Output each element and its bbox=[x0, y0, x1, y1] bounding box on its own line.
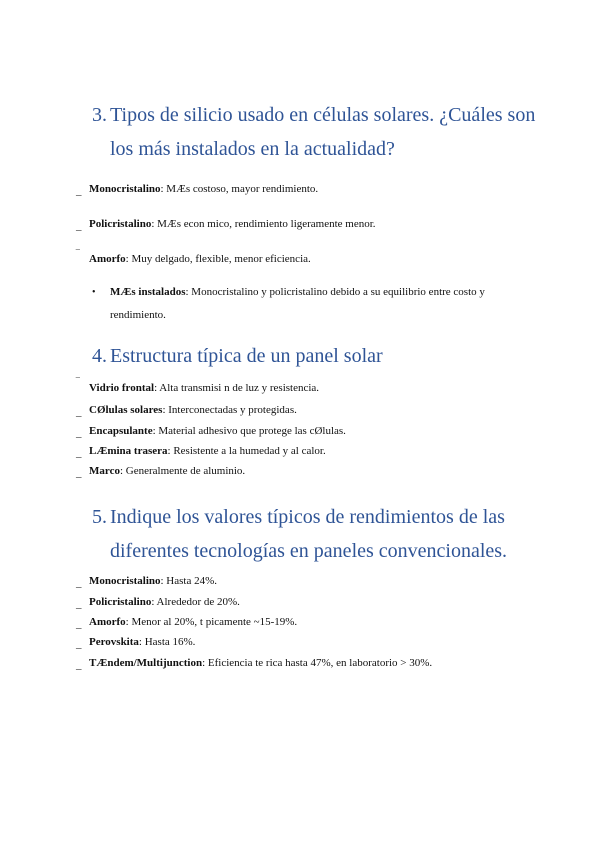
list-marker: ‾ bbox=[76, 249, 80, 261]
bullet-icon: • bbox=[92, 287, 96, 298]
list-marker: _ bbox=[76, 598, 82, 610]
list-item-marco bbox=[89, 464, 245, 478]
item-description: : Hasta 16%. bbox=[138, 636, 196, 648]
item-description: : Muy delgado, flexible, menor eficiencia. bbox=[125, 253, 311, 265]
item-term: LÆmina trasera bbox=[89, 445, 168, 457]
item-description: : MÆs econ mico, rendimiento ligeramente menor. bbox=[151, 218, 376, 230]
item-description: : Resistente a la humedad y al calor. bbox=[167, 445, 326, 457]
list-item-mas-instalados bbox=[110, 281, 530, 327]
item-term: CØlulas solares bbox=[89, 404, 163, 416]
item-term: MÆs instalados bbox=[110, 286, 186, 298]
item-description: : Interconectadas y protegidas. bbox=[162, 404, 297, 416]
item-term: Encapsulante bbox=[89, 425, 153, 437]
list-marker: _ bbox=[76, 406, 82, 418]
list-item-vidrio-frontal bbox=[89, 381, 319, 395]
list-marker: _ bbox=[76, 467, 82, 479]
list-item-tandem bbox=[89, 656, 432, 670]
list-marker: _ bbox=[76, 220, 82, 232]
item-description: : MÆs costoso, mayor rendimiento. bbox=[160, 183, 319, 195]
item-description: : Generalmente de aluminio. bbox=[119, 465, 246, 477]
section-5-title-line2: diferentes tecnologías en paneles convencionales. bbox=[110, 540, 508, 562]
list-item-policristalino bbox=[89, 217, 376, 231]
item-term: Amorfo bbox=[89, 253, 126, 265]
item-description: : Alrededor de 20%. bbox=[151, 596, 240, 608]
section-5-number: 5. bbox=[92, 506, 107, 528]
list-marker: _ bbox=[76, 659, 82, 671]
item-term: Monocristalino bbox=[89, 575, 161, 587]
list-marker: _ bbox=[76, 618, 82, 630]
list-item-monocristalino bbox=[89, 182, 318, 196]
item-description: : Monocristalino y policristalino debido a su equilibrio entre costo y rendimiento. bbox=[110, 286, 485, 321]
item-term: Amorfo bbox=[89, 616, 126, 628]
list-item-policristalino-rendimiento bbox=[89, 595, 240, 609]
list-marker: _ bbox=[76, 577, 82, 589]
item-term: Marco bbox=[89, 465, 120, 477]
section-3-title-line2: los más instalados en la actualidad? bbox=[110, 138, 395, 160]
list-item-encapsulante bbox=[89, 424, 346, 438]
list-item-lamina-trasera bbox=[89, 444, 326, 458]
list-marker: _ bbox=[76, 638, 82, 650]
list-item-amorfo-rendimiento bbox=[89, 615, 297, 629]
item-term: Policristalino bbox=[89, 596, 152, 608]
section-4-heading bbox=[92, 339, 552, 373]
item-description: : Alta transmisi n de luz y resistencia. bbox=[154, 382, 320, 394]
list-item-monocristalino-rendimiento bbox=[89, 574, 217, 588]
section-5-title-line1: Indique los valores típicos de rendimientos de las bbox=[110, 506, 505, 528]
section-4-number: 4. bbox=[92, 345, 107, 367]
item-description: : Menor al 20%, t picamente ~15-19%. bbox=[125, 616, 298, 628]
item-term: TÆndem/Multijunction bbox=[89, 657, 203, 669]
item-term: Perovskita bbox=[89, 636, 139, 648]
list-item-celulas-solares bbox=[89, 403, 297, 417]
section-3-heading bbox=[92, 98, 552, 166]
item-term: Monocristalino bbox=[89, 183, 161, 195]
list-marker: _ bbox=[76, 447, 82, 459]
section-5-heading bbox=[92, 500, 552, 568]
item-term: Vidrio frontal bbox=[89, 382, 155, 394]
section-3-title-line1: Tipos de silicio usado en células solares. ¿Cuáles son bbox=[110, 104, 536, 126]
section-3-number: 3. bbox=[92, 104, 107, 126]
item-term: Policristalino bbox=[89, 218, 152, 230]
item-description: : Hasta 24%. bbox=[160, 575, 218, 587]
list-item-perovskita bbox=[89, 635, 195, 649]
section-4-title: Estructura típica de un panel solar bbox=[110, 345, 383, 367]
list-marker: _ bbox=[76, 185, 82, 197]
item-description: : Material adhesivo que protege las cØlulas. bbox=[152, 425, 346, 437]
item-description: : Eficiencia te rica hasta 47%, en laboratorio > 30%. bbox=[202, 657, 433, 669]
list-marker: ‾ bbox=[76, 377, 80, 389]
list-item-amorfo bbox=[89, 252, 311, 266]
list-marker: _ bbox=[76, 427, 82, 439]
